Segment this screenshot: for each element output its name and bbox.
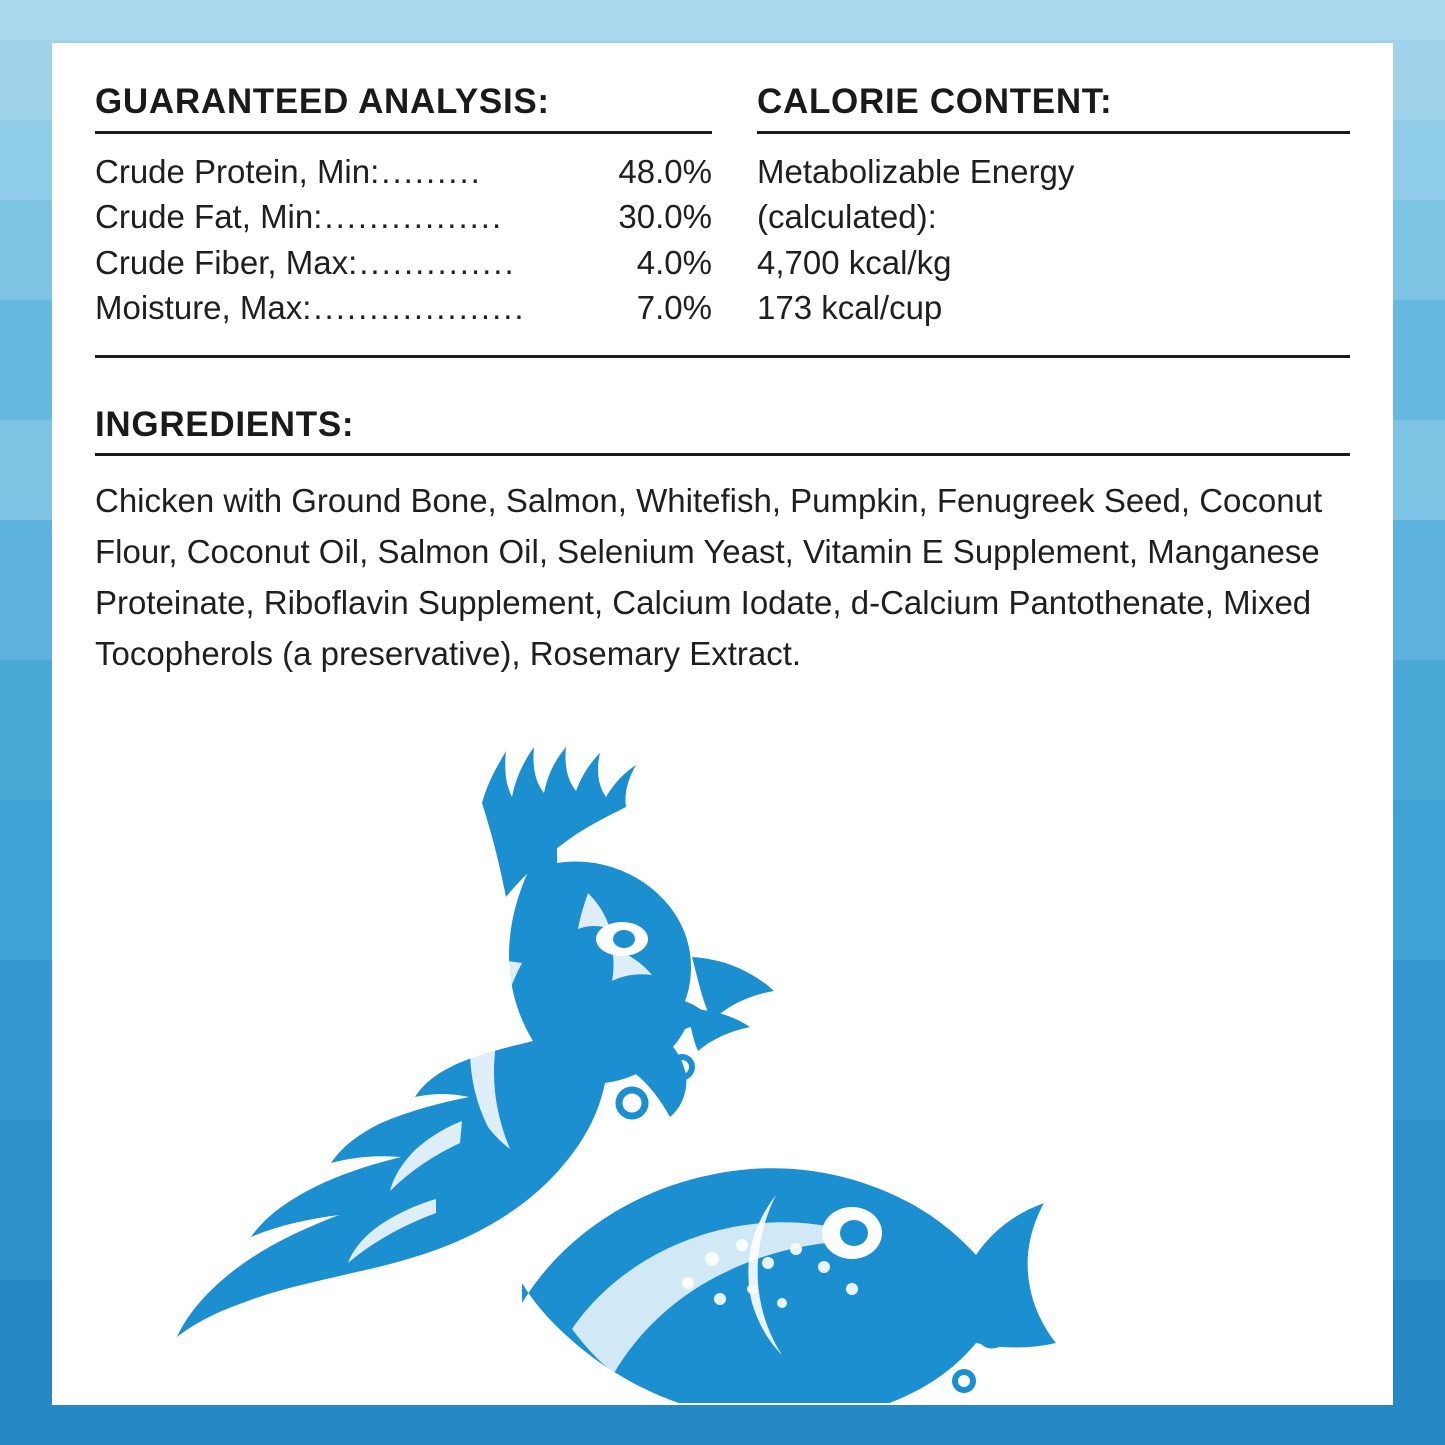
table-row: [95, 149, 712, 195]
nutrient-label: Crude Fat, Min:: [95, 198, 323, 236]
calorie-line: Metabolizable Energy: [757, 152, 1075, 190]
guaranteed-analysis-section: [95, 83, 712, 331]
nutrient-value: 48.0%: [618, 152, 712, 190]
top-columns: [95, 83, 1350, 331]
nutrient-label: Crude Fiber, Max:: [95, 243, 358, 281]
leader-dots: .........: [381, 152, 482, 190]
ingredients-text: Chicken with Ground Bone, Salmon, Whitefish, Pumpkin, Fenugreek Seed, Coconut Flour, Coconut Oil, Salmon Oil, Selenium Yeast, Vitamin E Supplement, Manganese Proteinate, Riboflavin Supplement, Calcium Iodate, d-Calcium Pantothenate, Mixed Tocopherols (a preservative), Rosemary Extract.: [95, 482, 1323, 672]
calorie-content-list: [757, 149, 1350, 331]
table-row: [95, 194, 712, 240]
divider: [95, 453, 1350, 456]
calorie-line: 173 kcal/cup: [757, 289, 943, 327]
nutrient-label: Crude Protein, Min:: [95, 152, 380, 190]
nutrient-label: Moisture, Max:: [95, 289, 312, 327]
table-row: [95, 285, 712, 331]
label-card: [52, 43, 1393, 1405]
ingredients-section: [95, 406, 1350, 680]
guaranteed-analysis-list: [95, 149, 712, 331]
section-divider: [95, 355, 1350, 358]
nutrient-value: 7.0%: [636, 289, 712, 327]
nutrient-value: 4.0%: [636, 243, 712, 281]
guaranteed-analysis-title: GUARANTEED ANALYSIS:: [95, 82, 550, 121]
calorie-content-title: CALORIE CONTENT:: [757, 82, 1113, 121]
label-content: [95, 83, 1350, 679]
calorie-line: (calculated):: [757, 198, 937, 236]
leader-dots: ...................: [313, 289, 526, 327]
table-row: [95, 240, 712, 286]
calorie-content-section: [712, 83, 1350, 331]
leader-dots: ................: [324, 198, 504, 236]
ingredients-title: INGREDIENTS:: [95, 404, 355, 444]
divider: [95, 131, 712, 134]
nutrient-value: 30.0%: [618, 198, 712, 236]
divider: [757, 131, 1350, 134]
rooster-and-salmon-illustration: [52, 743, 1393, 1403]
calorie-line: 4,700 kcal/kg: [757, 243, 952, 281]
leader-dots: ..............: [359, 243, 516, 281]
